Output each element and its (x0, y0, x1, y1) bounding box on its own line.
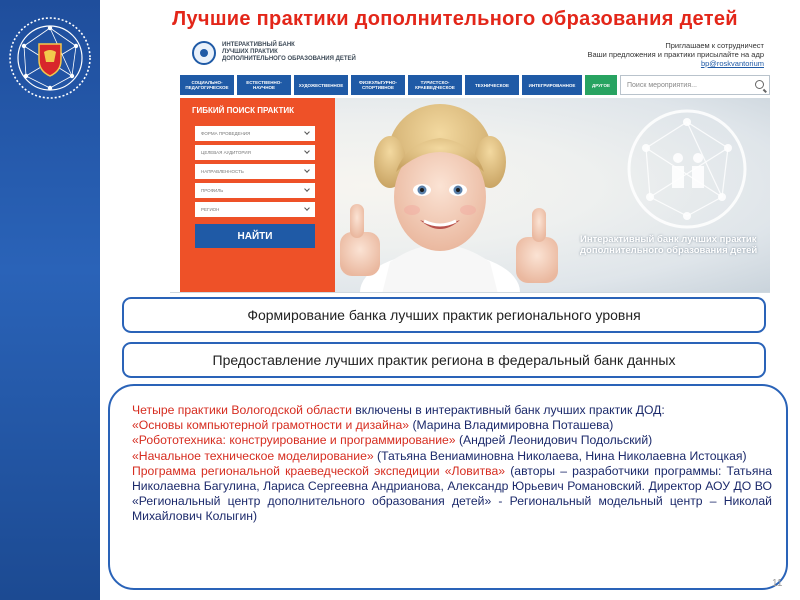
portal-logo-line: ИНТЕРАКТИВНЫЙ БАНК (222, 42, 295, 48)
chevron-down-icon (304, 167, 310, 173)
portal-header (170, 36, 770, 72)
portal-logo-line: ЛУЧШИХ ПРАКТИК (222, 49, 278, 55)
page-number: 11 (772, 578, 783, 589)
nav-tab-integrated[interactable]: ИНТЕГРИРОВАННОЕ (522, 75, 582, 95)
portal-logo-text[interactable] (222, 42, 372, 63)
practice-author-robotics: (Андрей Леонидович Подольский) (455, 433, 653, 448)
contact-line: Приглашаем к сотрудничест (665, 41, 764, 50)
chevron-down-icon (304, 205, 310, 211)
contact-line: Ваши предложения и практики присылайте на адр (587, 50, 764, 59)
select-label: НАПРАВЛЕННОСТЬ (201, 169, 244, 174)
practice-title-modeling: «Начальное техническое моделирование» (132, 448, 374, 463)
practice-title-computer: «Основы компьютерной грамотности и дизайна» (132, 418, 410, 433)
child-thumbs-up-illustration (320, 98, 590, 293)
select-label: ПРОФИЛЬ (201, 188, 224, 193)
practice-author-computer: (Марина Владимировна Поташева) (409, 418, 614, 433)
filter-panel-title: ГИБКИЙ ПОИСК ПРАКТИК (192, 106, 295, 115)
select-label: РЕГИОН (201, 207, 220, 212)
practice-author-lovitva: (авторы – разработчики программы: Татьяна Николаевна Багулина, Лариса Сергеевна Андрианова, Александр Юрьевич Романовский. Директор АОУ ДО ВО «Региональный центр дополнительного образования детей» - Региональный модельный центр – Николай Михайлович Колыгин) (132, 463, 772, 524)
portal-logo-icon[interactable] (192, 41, 216, 65)
find-button[interactable]: НАЙТИ (195, 224, 315, 248)
contact-email-link[interactable]: bp@roskvantorium (700, 59, 764, 68)
practices-info-text (132, 403, 772, 525)
portal-logo-line: ДОПОЛНИТЕЛЬНОГО ОБРАЗОВАНИЯ ДЕТЕЙ (222, 56, 356, 62)
select-label: ФОРМА ПРОВЕДЕНИЯ (201, 131, 251, 136)
search-placeholder: Поиск мероприятия... (627, 81, 697, 89)
chevron-down-icon (304, 186, 310, 192)
regional-center-emblem-icon (6, 14, 94, 102)
chevron-down-icon (304, 148, 310, 154)
portal-hero (180, 98, 770, 293)
statement-regional-bank: Формирование банка лучших практик регионального уровня (122, 297, 766, 333)
nav-tab-sport[interactable]: ФИЗКУЛЬТУРНО-СПОРТИВНОЕ (351, 75, 405, 95)
practice-author-modeling: (Татьяна Вениаминовна Николаева, Нина Николаевна Истоцкая) (373, 448, 747, 463)
portal-contact (574, 41, 764, 68)
filter-select-profile[interactable] (195, 183, 315, 198)
portal-nav (180, 75, 770, 95)
filter-select-region[interactable] (195, 202, 315, 217)
filter-select-direction[interactable] (195, 164, 315, 179)
filter-select-format[interactable] (195, 126, 315, 141)
portal-screenshot (170, 36, 770, 293)
nav-tab-science[interactable]: ЕСТЕСТВЕННО-НАУЧНОЕ (237, 75, 291, 95)
flexible-search-panel (180, 98, 335, 293)
portal-search-input[interactable] (620, 75, 770, 95)
practice-bank-watermark-icon (620, 102, 755, 237)
filter-select-audience[interactable] (195, 145, 315, 160)
nav-tab-technical[interactable]: ТЕХНИЧЕСКОЕ (465, 75, 519, 95)
practice-title-lovitva: Программа региональной краеведческой экспедиции «Ловитва» (132, 463, 506, 478)
hero-caption: Интерактивный банк лучших практик дополнительного образования детей (580, 234, 758, 256)
nav-tab-art[interactable]: ХУДОЖЕСТВЕННОЕ (294, 75, 348, 95)
statement-federal-bank: Предоставление лучших практик региона в федеральный банк данных (122, 342, 766, 378)
practices-info-box (108, 384, 788, 590)
practice-title-robotics: «Робототехника: конструирование и программирование» (132, 433, 456, 448)
search-icon[interactable] (755, 80, 764, 89)
chevron-down-icon (304, 129, 310, 135)
nav-tab-social[interactable]: СОЦИАЛЬНО-ПЕДАГОГИЧЕСКОЕ (180, 75, 234, 95)
nav-tab-tourism[interactable]: ТУРИСТСКО-КРАЕВЕДЧЕСКОЕ (408, 75, 462, 95)
left-sidebar (0, 0, 100, 600)
select-label: ЦЕЛЕВАЯ АУДИТОРИЯ (201, 150, 251, 155)
nav-tab-other[interactable]: ДРУГОЕ (585, 75, 617, 95)
slide-title: Лучшие практики дополнительного образования детей (172, 8, 738, 30)
intro-highlight: Четыре практики Вологодской области (132, 403, 352, 417)
intro-text: включены в интерактивный банк лучших практик ДОД: (351, 403, 665, 417)
